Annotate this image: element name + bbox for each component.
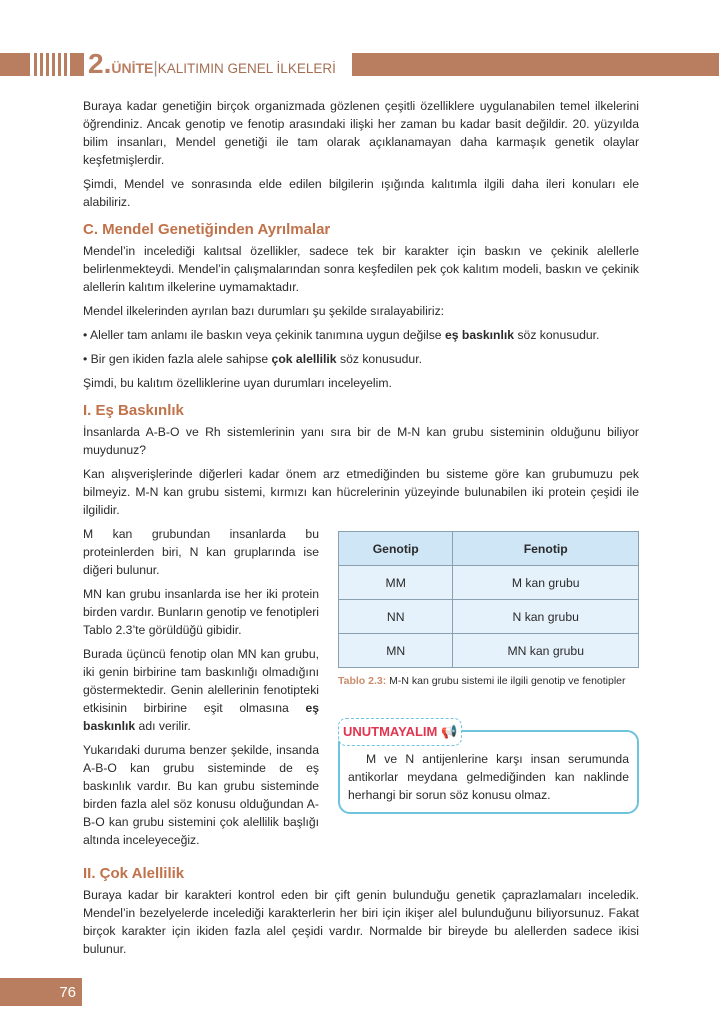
section-heading: II. Çok Alellilik [83, 865, 185, 882]
text: Burada üçüncü fenotip olan MN kan grubu, iki genin birbirine tam baskınlığı olmadığını göstermektedir. Genin alellerinin fenotipteki etkisinin birbirine eşit olmasına [83, 647, 319, 715]
bold-term: eş baskınlık [83, 701, 319, 733]
header-stripe [34, 53, 37, 76]
bold-term: çok alellilik [271, 352, 337, 366]
paragraph: Buraya kadar bir karakteri kontrol eden bir çift genin bulunduğu genetik çaprazlamaları inceledik. Mendel’in bezelyelerde incelediği karakterlerin her biri için ikişer alel bulunduğunu biliyorsunuz. Fakat birçok karakter için ikiden fazla alel çeşidi vardır. Normalde bir bireyde bu alellerden sadece ikisi bulunur. [83, 888, 639, 956]
unit-title: KALITIMIN GENEL İLKELERİ [157, 61, 336, 76]
header-stripe [40, 53, 43, 76]
separator: | [153, 58, 158, 77]
two-column-area [83, 525, 639, 855]
paragraph: Mendel’in incelediği kalıtsal özellikler, sadece tek bir karakter için baskın ve çekinik alellerle belirlenmekteydi. Mendel’in çalışmalarından sonra keşfedilen pek çok kalıtım modeli, baskın ve çekinik alellerin kalıtım ilkelerine uymamaktadır. [83, 244, 639, 294]
text: söz konusudur. [514, 328, 600, 342]
table-header-row [339, 532, 639, 566]
paragraph: Kan alışverişlerinde diğerleri kadar önem arz etmediğinden bu sisteme göre kan grubumuzu pek bilmeyiz. M-N kan grubu sistemi, kırmızı kan hücrelerinin yüzeyinde bulunabilen iki protein çeşidi ile ilgilidir. [83, 467, 639, 517]
header-stripe [64, 53, 67, 76]
intro-paragraph: Buraya kadar genetiğin birçok organizmada gözlenen çeşitli özelliklere uygulanabilen temel ilkelerini öğrendiniz. Ancak genotip ve fenotip arasındaki ilişki her zaman bu kadar basit değildir. 20. yüzyılda bilim insanları, Mendel genetiği ile tam olarak açıklanamayan daha karmaşık genetik olaylar keşfetmişlerdir. [83, 99, 639, 167]
bullet-item [83, 326, 639, 344]
table-caption [338, 674, 639, 688]
reminder-title-text: UNUTMAYALIM [343, 724, 438, 739]
header-band-left [0, 53, 30, 76]
paragraph: Şimdi, bu kalıtım özelliklerine uyan durumları inceleyelim. [83, 376, 392, 390]
cell: MN [339, 634, 453, 668]
header-block [70, 53, 84, 76]
header-stripe [52, 53, 55, 76]
intro-paragraph: Şimdi, Mendel ve sonrasında elde edilen bilgilerin ışığında kalıtımla ilgili daha ileri konuları ele alabiliriz. [83, 177, 639, 209]
bold-term: eş baskınlık [444, 328, 515, 342]
page-content [83, 97, 639, 964]
reminder-title-badge [338, 718, 462, 746]
table-row [339, 634, 639, 668]
paragraph: İnsanlarda A-B-O ve Rh sistemlerinin yanı sıra bir de M-N kan grubu sisteminin olduğunu biliyor muydunuz? [83, 425, 639, 457]
text: söz konusudur. [336, 352, 422, 366]
right-column [338, 525, 639, 814]
reminder-box-wrapper [338, 718, 639, 814]
caption-label: Tablo 2.3: [338, 675, 387, 687]
reminder-text: M ve N antijenlerine karşı insan serumunda antikorlar meydana gelmediğinden kan naklinde herhangi bir sorun söz konusu olmaz. [348, 752, 629, 802]
text: • Bir gen ikiden fazla alele sahipse [83, 352, 272, 366]
megaphone-icon: 📢 [441, 724, 458, 739]
cell: MN kan grubu [453, 634, 639, 668]
cell: M kan grubu [453, 566, 639, 600]
header-band-right [352, 53, 719, 76]
unit-number: 2. [88, 48, 112, 79]
unit-header [88, 48, 336, 80]
table-row [339, 566, 639, 600]
caption-text: M-N kan grubu sistemi ile ilgili genotip ve fenotipler [386, 675, 626, 687]
header-stripe [46, 53, 49, 76]
paragraph: Yukarıdaki duruma benzer şekilde, insanda A-B-O kan grubu sisteminde de eş baskınlık vardır. Bu kan grubu sisteminde birden fazla alel söz konusu olduğundan A-B-O kan grubu sistemini çok alellilik başlığı altında inceleyeceğiz. [83, 743, 319, 847]
page-number: 76 [0, 978, 82, 1006]
column-header: Genotip [339, 532, 453, 566]
header-stripe [58, 53, 61, 76]
paragraph: Mendel ilkelerinden ayrılan bazı durumları şu şekilde sıralayabiliriz: [83, 304, 445, 318]
paragraph [83, 645, 319, 735]
bullet-item [83, 350, 639, 368]
cell: MM [339, 566, 453, 600]
section-heading: I. Eş Baskınlık [83, 402, 184, 419]
paragraph: MN kan grubu insanlarda ise her iki protein birden vardır. Bunların genotip ve fenotipleri Tablo 2.3’te görüldüğü gibidir. [83, 587, 319, 637]
left-column [83, 525, 319, 855]
text: • Aleller tam anlamı ile baskın veya çekinik tanımına uygun değilse [83, 328, 445, 342]
genotype-table [338, 531, 639, 668]
unit-label: ÜNİTE [111, 60, 154, 76]
section-heading: C. Mendel Genetiğinden Ayrılmalar [83, 221, 331, 238]
text: adı verilir. [135, 719, 191, 733]
paragraph: M kan grubundan insanlarda bu proteinlerden biri, N kan gruplarında ise diğeri bulunur. [83, 527, 319, 577]
table-row [339, 600, 639, 634]
cell: N kan grubu [453, 600, 639, 634]
column-header: Fenotip [453, 532, 639, 566]
cell: NN [339, 600, 453, 634]
